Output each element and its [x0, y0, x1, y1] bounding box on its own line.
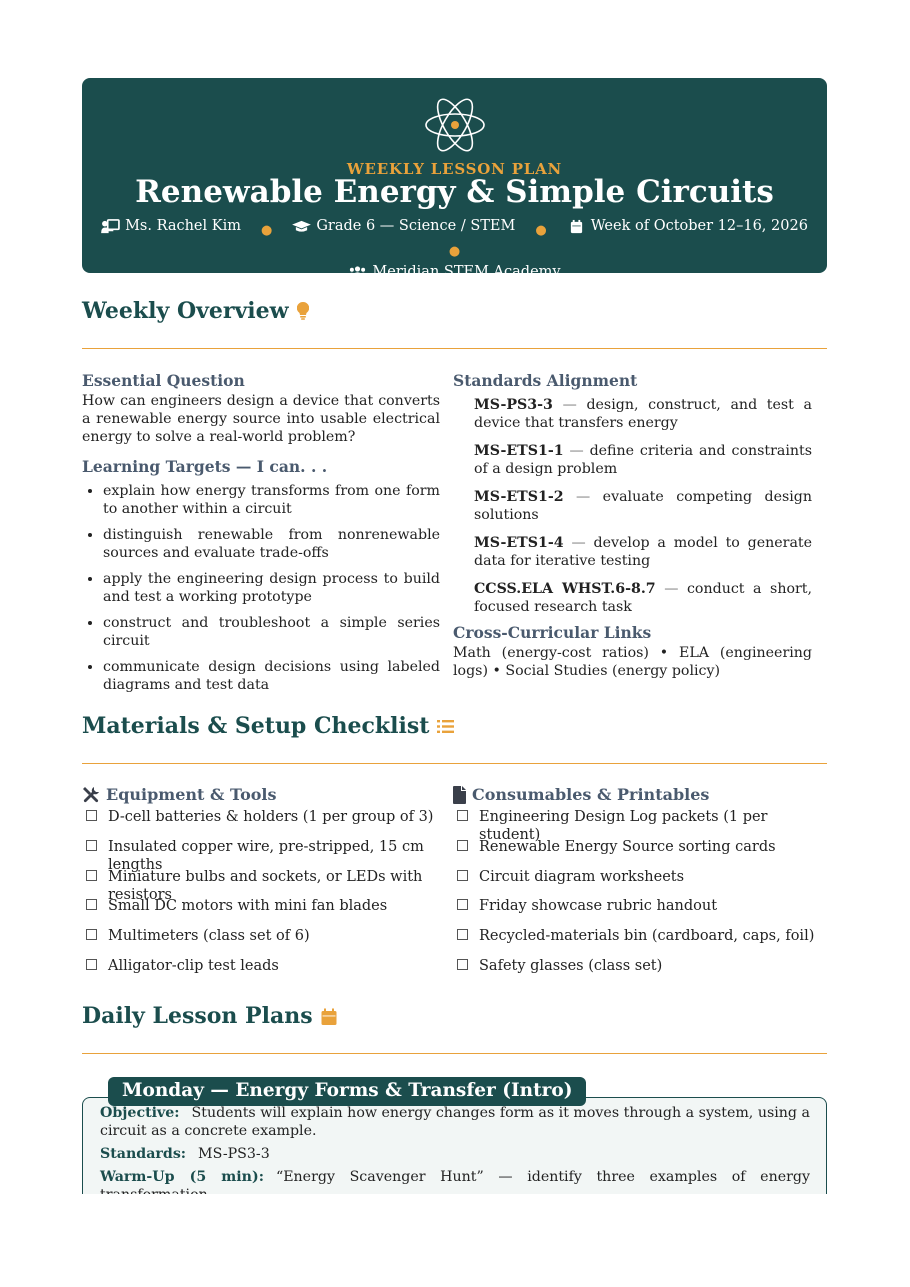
daily-heading-text: Daily Lesson Plans [82, 1003, 313, 1029]
standard-code: CCSS.ELA WHST.6-8.7 [474, 581, 656, 597]
tools-icon [82, 786, 100, 804]
checklist-item[interactable] [82, 957, 447, 987]
standard-code: MS-ETS1-2 [474, 489, 564, 505]
objective-row [100, 1104, 810, 1140]
checklist-label: Recycled-materials bin (cardboard, caps, foil) [479, 928, 815, 945]
checklist-label: Engineering Design Log packets (1 per student) [479, 809, 768, 843]
list-item: • explain how energy transforms from one form to another within a circuit [103, 482, 440, 518]
overview-left-column [82, 372, 440, 702]
checkbox[interactable] [86, 810, 97, 821]
equipment-column [82, 786, 447, 987]
overview-right-column [453, 372, 812, 680]
standard-item: CCSS.ELA WHST.6-8.7 — conduct a short, focused research task [474, 581, 812, 615]
standard-item: MS-ETS1-1 — define criteria and constraints of a design problem [474, 443, 813, 477]
overview-heading-text: Weekly Overview [82, 298, 289, 324]
checklist-label: Renewable Energy Source sorting cards [479, 838, 776, 855]
list-item: • communicate design decisions using labeled diagrams and test data [103, 658, 440, 694]
overview-rule [82, 348, 827, 349]
list-item: • distinguish renewable from nonrenewable sources and evaluate trade-offs [103, 526, 440, 562]
materials-rule [82, 763, 827, 764]
checkbox[interactable] [457, 959, 468, 970]
standard-desc: evaluate competing design solutions [474, 489, 813, 523]
consumables-title [453, 786, 823, 804]
essential-question-title: Essential Question [82, 371, 245, 390]
standard-item: MS-ETS1-2 — evaluate competing design solutions [474, 489, 813, 523]
checklist-label: Alligator-clip test leads [108, 957, 279, 974]
standards-title: Standards Alignment [453, 371, 638, 390]
week-label: Week of October 12–16, 2026 [590, 218, 808, 234]
checklist-label: Safety glasses (class set) [479, 957, 663, 974]
list-icon [437, 719, 454, 734]
checkbox[interactable] [457, 840, 468, 851]
checkbox[interactable] [457, 899, 468, 910]
checkbox[interactable] [86, 899, 97, 910]
school-name: Meridian STEM Academy [372, 263, 561, 280]
checklist-label: Small DC motors with mini fan blades [108, 898, 388, 915]
standard-code: MS-ETS1-4 [474, 535, 564, 551]
checklist-label: Insulated copper wire, pre-stripped, 15 cm lengths [108, 838, 424, 873]
checkbox[interactable] [86, 959, 97, 970]
checklist-item[interactable] [82, 927, 447, 957]
grade-label: Grade 6 — Science / STEM [316, 218, 516, 234]
consumables-column [453, 786, 823, 987]
standard-item: MS-ETS1-4 — develop a model to generate data for iterative testing [474, 535, 813, 569]
page-title: Renewable Energy & Simple Circuits [135, 174, 774, 210]
standard-desc: design, construct, and test a device that transfers energy [474, 397, 813, 431]
document-icon [453, 786, 466, 804]
standard-desc: define criteria and constraints of a design problem [474, 443, 813, 477]
checklist-item[interactable] [82, 868, 447, 903]
checklist-label: Friday showcase rubric handout [479, 898, 718, 915]
checkbox[interactable] [86, 870, 97, 881]
learning-targets-title: Learning Targets — I can. . . [82, 457, 328, 476]
materials-heading [82, 713, 454, 739]
cross-curricular-title: Cross-Curricular Links [453, 623, 652, 642]
standard-code: MS-PS3-3 [474, 397, 553, 413]
checklist-label: Multimeters (class set of 6) [108, 928, 310, 945]
overview-heading [82, 298, 309, 324]
header-meta: Ms. Rachel Kim ● Grade 6 — Science / STEM ● Week of October 12–16, 2026 ● Meridian STEM Academy [82, 216, 827, 285]
atom-icon [424, 96, 486, 154]
list-item: • construct and troubleshoot a simple series circuit [103, 614, 440, 650]
equipment-title [82, 786, 447, 804]
checklist-item[interactable] [82, 808, 447, 838]
standard-code: MS-ETS1-1 [474, 443, 564, 459]
monday-title: Monday — Energy Forms & Transfer (Intro) [108, 1077, 586, 1106]
plan-kicker: WEEKLY LESSON PLAN [346, 160, 563, 178]
teacher-name: Ms. Rachel Kim [125, 218, 241, 234]
objective-label: Objective: [100, 1105, 180, 1121]
checkbox[interactable] [86, 840, 97, 851]
materials-heading-text: Materials & Setup Checklist [82, 713, 430, 739]
list-item: • apply the engineering design process to build and test a working prototype [103, 570, 440, 606]
checklist-item[interactable] [453, 868, 823, 898]
objective-text: Students will explain how energy changes form as it moves through a system, using a circuit as a concrete example. [100, 1105, 810, 1139]
checkbox[interactable] [457, 810, 468, 821]
checklist-item[interactable] [453, 838, 823, 868]
calendar-icon [321, 1008, 337, 1025]
consumables-title-text: Consumables & Printables [472, 785, 710, 804]
checklist-item[interactable] [453, 897, 823, 927]
warmup-text: “Energy Scavenger Hunt” — identify three examples of energy [275, 1169, 810, 1185]
calendar-icon [567, 219, 586, 234]
checkbox[interactable] [457, 929, 468, 940]
checkbox[interactable] [457, 870, 468, 881]
checklist-label: D-cell batteries & holders (1 per group of 3) [108, 809, 434, 825]
daily-heading [82, 1003, 337, 1029]
daily-rule [82, 1053, 827, 1054]
essential-question-text: How can engineers design a device that converts a renewable energy source into usable electrical energy to solve a real-world problem? [82, 393, 440, 445]
teacher-icon [101, 219, 120, 234]
header-banner [82, 78, 827, 280]
checklist-item[interactable] [453, 957, 823, 987]
lightbulb-icon [297, 302, 309, 320]
standard-desc: develop a model to generate data for iterative testing [474, 535, 813, 569]
standard-item: MS-PS3-3 — design, construct, and test a device that transfers energy [474, 397, 813, 431]
checklist-item[interactable] [82, 838, 447, 873]
checklist-label: Circuit diagram worksheets [479, 868, 685, 885]
users-icon [348, 264, 367, 279]
graduation-cap-icon [292, 219, 311, 234]
checklist-item[interactable] [453, 808, 823, 843]
standards-label: Standards: [100, 1146, 187, 1162]
standards-row [100, 1145, 810, 1163]
equipment-title-text: Equipment & Tools [106, 785, 277, 804]
standards-text: MS-PS3-3 [198, 1146, 270, 1162]
cross-curricular-text: Math (energy-cost ratios) • ELA (engineering logs) • Social Studies (energy policy) [453, 645, 812, 679]
learning-targets-list [82, 482, 440, 694]
page-bottom-margin [0, 1194, 910, 1287]
standard-desc: conduct a short, focused research task [474, 581, 812, 615]
checklist-label: Miniature bulbs and sockets, or LEDs with resistors [108, 868, 423, 903]
warmup-label: Warm-Up (5 min): [100, 1169, 264, 1185]
checklist-item[interactable] [453, 927, 823, 957]
checkbox[interactable] [86, 929, 97, 940]
